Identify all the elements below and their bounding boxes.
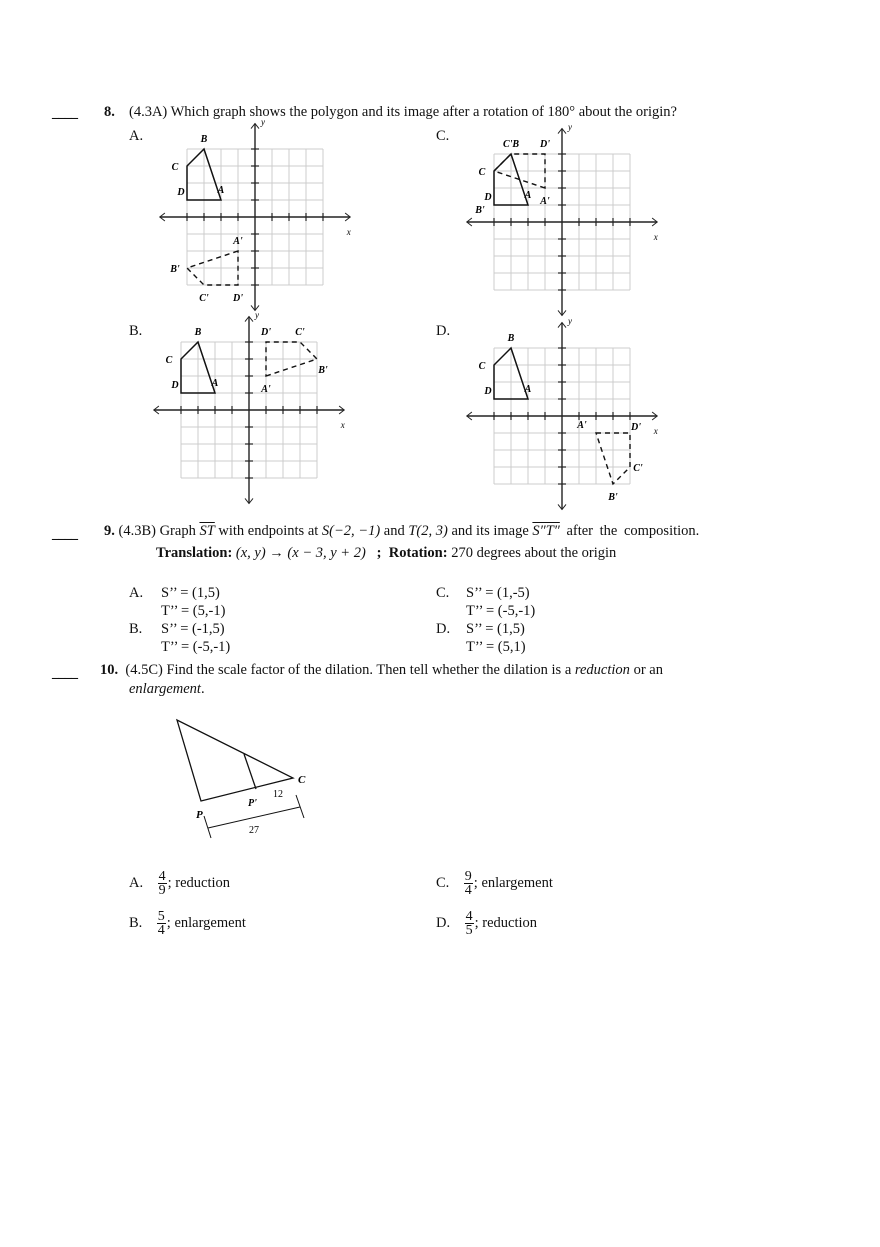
graph-option-c: [452, 112, 672, 332]
separator: ;: [376, 545, 382, 561]
vertex-label: A': [233, 236, 243, 247]
y-axis-label: y: [261, 117, 265, 128]
label-p: P: [196, 809, 203, 821]
question-9-line1: [104, 523, 699, 540]
q10-text-b: or an: [629, 662, 663, 678]
q9-option-c-s: S’’ = (1,-5): [466, 585, 530, 601]
fraction-4-9: [158, 870, 167, 897]
y-axis-label: y: [568, 122, 572, 133]
answer-blank-9[interactable]: ____: [52, 526, 77, 542]
vertex-label: B: [507, 333, 515, 344]
numerator: 4: [465, 909, 473, 924]
answer-blank-10[interactable]: ____: [52, 665, 77, 681]
q9-option-c-t: T’’ = (-5,-1): [466, 603, 536, 619]
question-number-9: 9.: [104, 523, 115, 539]
vertex-label: C: [478, 361, 486, 372]
x-axis-label: x: [653, 426, 658, 436]
fraction-9-4: [464, 870, 473, 897]
q9-option-a-t: T’’ = (5,-1): [161, 603, 226, 619]
q10-option-b-label: ; enlargement: [166, 914, 246, 931]
q10-option-b-letter: B.: [129, 914, 143, 931]
q10-option-b: [129, 910, 246, 937]
vertex-label: A: [217, 185, 225, 196]
q9-option-b-t: T’’ = (-5,-1): [161, 639, 231, 655]
fraction-5-4: [157, 910, 166, 937]
vertex-label: B': [170, 264, 180, 275]
vertex-label: C: [478, 167, 486, 178]
q9-option-b-s: S’’ = (-1,5): [161, 621, 225, 637]
q10-option-a: [129, 870, 230, 897]
q10-option-d-label: ; reduction: [474, 914, 538, 931]
numerator: 9: [464, 869, 472, 884]
graph-option-a: [145, 107, 365, 327]
q10-option-a-label: ; reduction: [167, 874, 231, 891]
denominator: 4: [464, 883, 472, 898]
option-c-letter: C.: [436, 128, 450, 144]
question-10-line2: [129, 681, 205, 698]
q9-text-a: (4.3B) Graph: [118, 523, 200, 539]
denominator: 5: [465, 923, 473, 938]
q9-text-c: and its image: [447, 523, 533, 539]
numerator: 5: [157, 909, 165, 924]
vertex-label: A': [540, 196, 550, 207]
y-axis-label: y: [568, 316, 572, 327]
q9-option-c-letter: C.: [436, 585, 450, 601]
length-27: 27: [249, 825, 259, 836]
denominator: 4: [157, 923, 165, 938]
q9-option-d-t: T’’ = (5,1): [466, 639, 526, 655]
q10-text-a: (4.5C) Find the scale factor of the dilation. Then tell whether the dilation is a: [125, 662, 575, 678]
question-number-8: 8.: [104, 104, 115, 120]
question-10-line1: [100, 662, 663, 679]
x-axis-label: x: [346, 227, 351, 237]
vertex-label: A: [524, 190, 532, 201]
fraction-4-5: [465, 910, 474, 937]
label-p-prime: P': [248, 798, 257, 809]
graph-option-d: [452, 306, 672, 526]
vertex-label: C': [295, 327, 305, 338]
vertex-label: D: [484, 386, 492, 397]
segment-st: $\overline{ST}$: [199, 523, 215, 539]
y-axis-label: y: [255, 310, 259, 321]
segment-image: S″T″: [532, 523, 560, 539]
q9-option-b-letter: B.: [129, 621, 143, 637]
question-number-10: 10.: [100, 662, 119, 678]
q9-option-a-letter: A.: [129, 585, 144, 601]
vertex-label: A: [524, 384, 532, 395]
vertex-label: D': [540, 139, 550, 150]
rotation-text: 270 degrees about the origin: [451, 545, 617, 561]
q10-enlargement: enlargement: [129, 681, 201, 697]
q10-reduction: reduction: [574, 662, 630, 678]
vertex-label: B: [194, 327, 202, 338]
denominator: 9: [158, 883, 166, 898]
option-b-letter: B.: [129, 323, 143, 339]
x-axis-label: x: [340, 420, 345, 430]
vertex-label: D: [177, 187, 185, 198]
vertex-label: B': [318, 365, 328, 376]
q9-option-d-letter: D.: [436, 621, 451, 637]
vertex-label: C': [633, 463, 643, 474]
q10-option-c-label: ; enlargement: [473, 874, 553, 891]
dilation-figure: [160, 710, 330, 840]
q10-option-c: [436, 870, 553, 897]
point-s: S(−2, −1): [321, 523, 381, 539]
vertex-label: A': [261, 384, 271, 395]
q9-option-a-s: S’’ = (1,5): [161, 585, 220, 601]
vertex-label: B': [475, 205, 485, 216]
vertex-label: D: [484, 192, 492, 203]
point-t: T(2, 3): [408, 523, 448, 539]
q9-text-b: with endpoints at: [214, 523, 322, 539]
vertex-label: D: [171, 380, 179, 391]
rotation-label: Rotation:: [388, 545, 448, 561]
label-c: C: [298, 774, 306, 786]
vertex-label: B: [200, 134, 208, 145]
x-axis-label: x: [653, 232, 658, 242]
question-8-text: (4.3A) Which graph shows the polygon and its image after a rotation of 180° about the origin?: [129, 104, 677, 120]
option-a-letter: A.: [129, 128, 144, 144]
q10-period: .: [200, 681, 205, 697]
q9-text-d: after the composition.: [559, 523, 700, 539]
vertex-label: D': [233, 293, 243, 304]
q10-option-d-letter: D.: [436, 914, 451, 931]
vertex-label: C: [165, 355, 173, 366]
vertex-label: C': [199, 293, 209, 304]
q10-option-c-letter: C.: [436, 874, 450, 891]
q10-option-d: [436, 910, 537, 937]
question-9-line2: [156, 545, 616, 562]
vertex-label: C: [171, 162, 179, 173]
vertex-label: D': [261, 327, 271, 338]
vertex-label: D': [631, 422, 641, 433]
graph-option-b: [139, 300, 359, 520]
answer-blank-8[interactable]: ____: [52, 105, 77, 121]
dimension-tick-right: [296, 795, 304, 818]
vertex-label: B': [608, 492, 618, 503]
translation-label: Translation:: [156, 545, 233, 561]
vertex-label: C'B: [502, 139, 520, 150]
option-d-letter: D.: [436, 323, 451, 339]
length-12: 12: [273, 789, 283, 800]
numerator: 4: [158, 869, 166, 884]
q10-option-a-letter: A.: [129, 874, 144, 891]
vertex-label: A': [577, 420, 587, 431]
q9-and: and: [380, 523, 409, 539]
translation-rule: (x, y) → (x − 3, y + 2): [235, 545, 366, 561]
dimension-tick-left: [204, 816, 211, 838]
q9-option-d-s: S’’ = (1,5): [466, 621, 525, 637]
vertex-label: A: [211, 378, 219, 389]
